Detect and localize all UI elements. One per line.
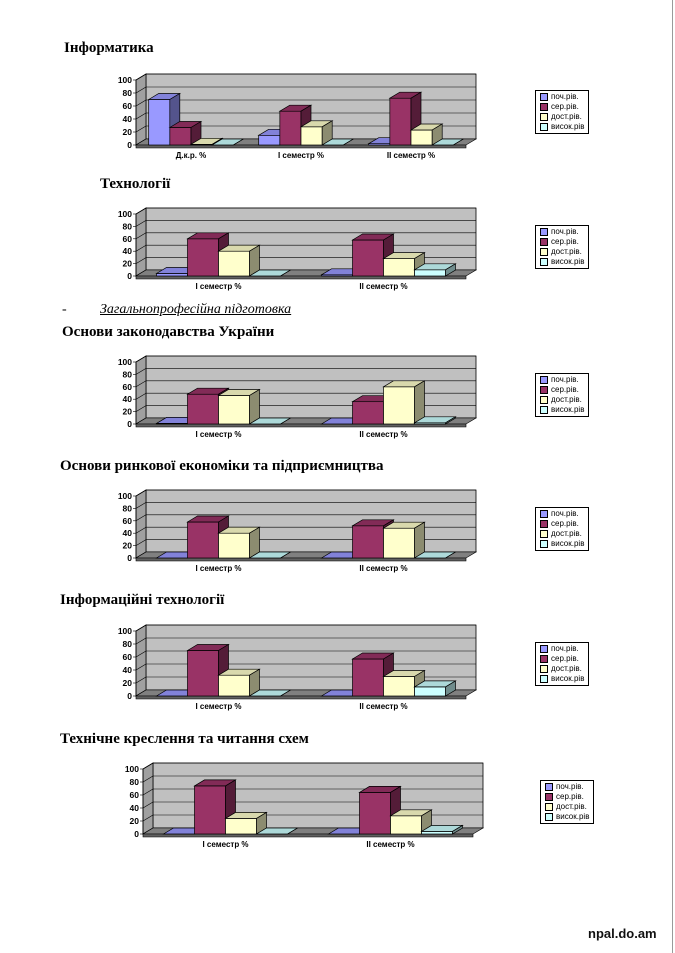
legend-item — [545, 792, 589, 802]
legend-swatch — [540, 540, 548, 548]
legend-swatch — [545, 793, 553, 801]
bar-front — [384, 259, 415, 276]
legend-swatch — [540, 103, 548, 111]
y-tick-label: 40 — [122, 665, 132, 675]
chart-side-wall — [136, 208, 146, 276]
chart-informatsiini-tekhnolohii — [100, 619, 500, 714]
legend-item — [540, 102, 584, 112]
chart-side-wall — [136, 356, 146, 424]
chart-title-informatyka: Інформатика — [64, 40, 154, 56]
chart-floor-edge — [136, 558, 466, 561]
bar-3-1 — [219, 669, 260, 696]
legend-label: сер.рів. — [551, 519, 579, 528]
y-tick-label: 20 — [122, 258, 132, 269]
y-tick-label: 60 — [122, 652, 132, 662]
legend-label: висок.рів — [551, 122, 585, 131]
legend-item — [540, 509, 584, 519]
chart-tekhnolohii — [100, 202, 500, 294]
legend-swatch — [540, 238, 548, 246]
chart-side-wall — [136, 490, 146, 558]
legend-item — [545, 782, 589, 792]
watermark: npal.do.am — [588, 926, 657, 941]
legend-label: висок.рів — [556, 812, 590, 821]
bar-front — [188, 522, 219, 558]
legend-label: дост.рів. — [551, 112, 582, 121]
y-tick-label: 80 — [122, 503, 132, 514]
legend-label: поч.рів. — [551, 509, 579, 518]
legend-item — [540, 92, 584, 102]
legend-swatch — [545, 783, 553, 791]
bar-front — [219, 251, 250, 276]
chart-side-wall — [136, 74, 146, 145]
legend-label: дост.рів. — [551, 247, 582, 256]
y-tick-label: 60 — [129, 790, 139, 800]
legend-label: сер.рів. — [551, 654, 579, 663]
y-tick-label: 80 — [122, 369, 132, 380]
chart-title-osnovy-zakonodavstva: Основи законодавства України — [62, 324, 275, 340]
y-tick-label: 60 — [122, 233, 132, 244]
section-line — [62, 302, 291, 318]
bar-front — [188, 239, 219, 276]
legend-label: поч.рів. — [551, 644, 579, 653]
bar-front — [195, 786, 226, 834]
x-category-label: І семестр % — [277, 151, 325, 160]
section-dash: - — [62, 302, 67, 317]
bar-front — [415, 687, 446, 696]
bar-front — [353, 659, 384, 696]
legend-label: висок.рів — [551, 674, 585, 683]
legend-swatch — [540, 655, 548, 663]
legend-swatch — [540, 93, 548, 101]
chart-informatyka — [100, 68, 500, 163]
bar-front — [259, 135, 280, 145]
y-tick-label: 20 — [122, 678, 132, 688]
legend-item — [540, 395, 584, 405]
x-category-label: І семестр % — [195, 430, 242, 439]
bar-front — [149, 100, 170, 146]
legend-osnovy-rynkovoi-ekonomiky — [535, 507, 589, 551]
y-tick-label: 40 — [129, 803, 139, 813]
x-category-label: І семестр % — [202, 840, 249, 849]
bar-3-1 — [226, 812, 267, 834]
legend-item — [545, 812, 589, 822]
legend-item — [540, 654, 584, 664]
legend-swatch — [540, 520, 548, 528]
y-tick-label: 40 — [122, 246, 132, 257]
legend-swatch — [540, 510, 548, 518]
legend-item — [540, 247, 584, 257]
legend-swatch — [540, 248, 548, 256]
legend-item — [540, 405, 584, 415]
legend-swatch — [540, 386, 548, 394]
x-category-label: ІІ семестр % — [386, 151, 436, 160]
bar-front — [301, 127, 322, 145]
legend-swatch — [540, 665, 548, 673]
chart-floor-edge — [143, 834, 473, 837]
chart-floor-edge — [136, 424, 466, 427]
chart-title-tekhnichne-kreslennia: Технічне креслення та читання схем — [60, 731, 309, 747]
legend-swatch — [540, 113, 548, 121]
legend-label: поч.рів. — [551, 375, 579, 384]
legend-item — [540, 529, 584, 539]
bar-front — [188, 394, 219, 424]
y-tick-label: 100 — [117, 357, 132, 367]
legend-item — [540, 227, 584, 237]
legend-label: дост.рів. — [556, 802, 587, 811]
legend-item — [540, 375, 584, 385]
chart-osnovy-rynkovoi-ekonomiky — [100, 484, 500, 576]
bar-front — [353, 402, 384, 424]
legend-label: висок.рів — [551, 257, 585, 266]
bar-front — [280, 111, 301, 145]
chart-osnovy-zakonodavstva — [100, 350, 500, 442]
y-tick-label: 100 — [117, 209, 132, 219]
bar-front — [422, 831, 453, 834]
legend-item — [545, 802, 589, 812]
legend-label: сер.рів. — [556, 792, 584, 801]
legend-swatch — [540, 530, 548, 538]
chart-side-wall — [143, 763, 153, 834]
legend-item — [540, 385, 584, 395]
y-tick-label: 40 — [122, 528, 132, 539]
legend-item — [540, 674, 584, 684]
legend-label: висок.рів — [551, 539, 585, 548]
y-tick-label: 0 — [127, 691, 132, 701]
bar-front — [411, 130, 432, 145]
bar-front — [226, 818, 257, 834]
y-tick-label: 20 — [122, 406, 132, 417]
y-tick-label: 0 — [134, 829, 139, 839]
y-tick-label: 100 — [117, 75, 132, 85]
bar-3-1 — [219, 245, 260, 276]
y-tick-label: 100 — [124, 764, 139, 774]
legend-label: сер.рів. — [551, 385, 579, 394]
legend-swatch — [540, 675, 548, 683]
y-tick-label: 0 — [127, 140, 132, 150]
legend-osnovy-zakonodavstva — [535, 373, 589, 417]
legend-tekhnichne-kreslennia — [540, 780, 594, 824]
bar-front — [384, 677, 415, 697]
y-tick-label: 60 — [122, 381, 132, 392]
x-category-label: І семестр % — [195, 564, 242, 573]
y-tick-label: 100 — [117, 491, 132, 501]
chart-floor-edge — [136, 276, 466, 279]
legend-item — [540, 664, 584, 674]
legend-item — [540, 257, 584, 267]
y-tick-label: 80 — [129, 777, 139, 787]
y-tick-label: 40 — [122, 394, 132, 405]
bar-front — [415, 270, 446, 276]
chart-title-tekhnolohii: Технології — [100, 176, 171, 192]
bar-3-2 — [384, 522, 425, 558]
chart-side-wall — [136, 625, 146, 696]
y-tick-label: 80 — [122, 88, 132, 98]
legend-item — [540, 519, 584, 529]
y-tick-label: 40 — [122, 114, 132, 124]
legend-informatyka — [535, 90, 589, 134]
bar-front — [360, 792, 391, 834]
legend-item — [540, 539, 584, 549]
legend-label: поч.рів. — [556, 782, 584, 791]
bar-3-2 — [384, 381, 425, 424]
legend-swatch — [545, 803, 553, 811]
chart-title-osnovy-rynkovoi-ekonomiky: Основи ринкової економіки та підприємництва — [60, 458, 384, 474]
bar-front — [384, 528, 415, 558]
y-tick-label: 60 — [122, 515, 132, 526]
y-tick-label: 60 — [122, 101, 132, 111]
x-category-label: ІІ семестр % — [359, 282, 408, 291]
x-category-label: І семестр % — [195, 282, 242, 291]
bar-front — [353, 240, 384, 276]
bar-front — [219, 533, 250, 558]
legend-swatch — [545, 813, 553, 821]
chart-floor-edge — [136, 145, 466, 148]
legend-label: дост.рів. — [551, 529, 582, 538]
section-label: Загальнопрофесійна підготовка — [100, 302, 292, 317]
bar-4-2 — [415, 681, 456, 696]
chart-tekhnichne-kreslennia — [107, 757, 507, 852]
bar-front — [390, 98, 411, 145]
legend-item — [540, 122, 584, 132]
legend-label: висок.рів — [551, 405, 585, 414]
legend-swatch — [540, 645, 548, 653]
y-tick-label: 0 — [127, 419, 132, 429]
y-tick-label: 80 — [122, 639, 132, 649]
y-tick-label: 80 — [122, 221, 132, 232]
legend-item — [540, 644, 584, 654]
legend-item — [540, 237, 584, 247]
x-category-label: ІІ семестр % — [366, 840, 415, 849]
legend-item — [540, 112, 584, 122]
legend-swatch — [540, 123, 548, 131]
bar-front — [170, 127, 191, 145]
legend-swatch — [540, 258, 548, 266]
chart-floor-edge — [136, 696, 466, 699]
chart-title-informatsiini-tekhnolohii: Інформаційні технології — [60, 592, 225, 608]
y-tick-label: 20 — [122, 127, 132, 137]
bar-front — [391, 816, 422, 834]
page-right-edge — [672, 0, 673, 953]
legend-label: дост.рів. — [551, 664, 582, 673]
bar-3-1 — [219, 390, 260, 425]
bar-3-1 — [219, 527, 260, 558]
y-tick-label: 0 — [127, 553, 132, 563]
legend-label: поч.рів. — [551, 92, 579, 101]
y-tick-label: 20 — [129, 816, 139, 826]
bar-front — [219, 675, 250, 696]
legend-label: сер.рів. — [551, 237, 579, 246]
legend-swatch — [540, 396, 548, 404]
bar-front — [384, 387, 415, 424]
legend-label: поч.рів. — [551, 227, 579, 236]
x-category-label: ІІ семестр % — [359, 430, 408, 439]
legend-swatch — [540, 228, 548, 236]
legend-tekhnolohii — [535, 225, 589, 269]
y-tick-label: 100 — [117, 626, 132, 636]
bar-front — [219, 395, 250, 424]
y-tick-label: 0 — [127, 271, 132, 281]
bar-front — [157, 274, 188, 276]
legend-swatch — [540, 406, 548, 414]
legend-swatch — [540, 376, 548, 384]
x-category-label: І семестр % — [195, 702, 242, 711]
bar-front — [188, 651, 219, 697]
legend-label: дост.рів. — [551, 395, 582, 404]
bar-3-2 — [301, 121, 332, 145]
bar-front — [353, 526, 384, 558]
legend-informatsiini-tekhnolohii — [535, 642, 589, 686]
x-category-label: ІІ семестр % — [359, 564, 408, 573]
legend-label: сер.рів. — [551, 102, 579, 111]
y-tick-label: 20 — [122, 540, 132, 551]
x-category-label: ІІ семестр % — [359, 702, 408, 711]
x-category-label: Д.к.р. % — [175, 151, 207, 160]
